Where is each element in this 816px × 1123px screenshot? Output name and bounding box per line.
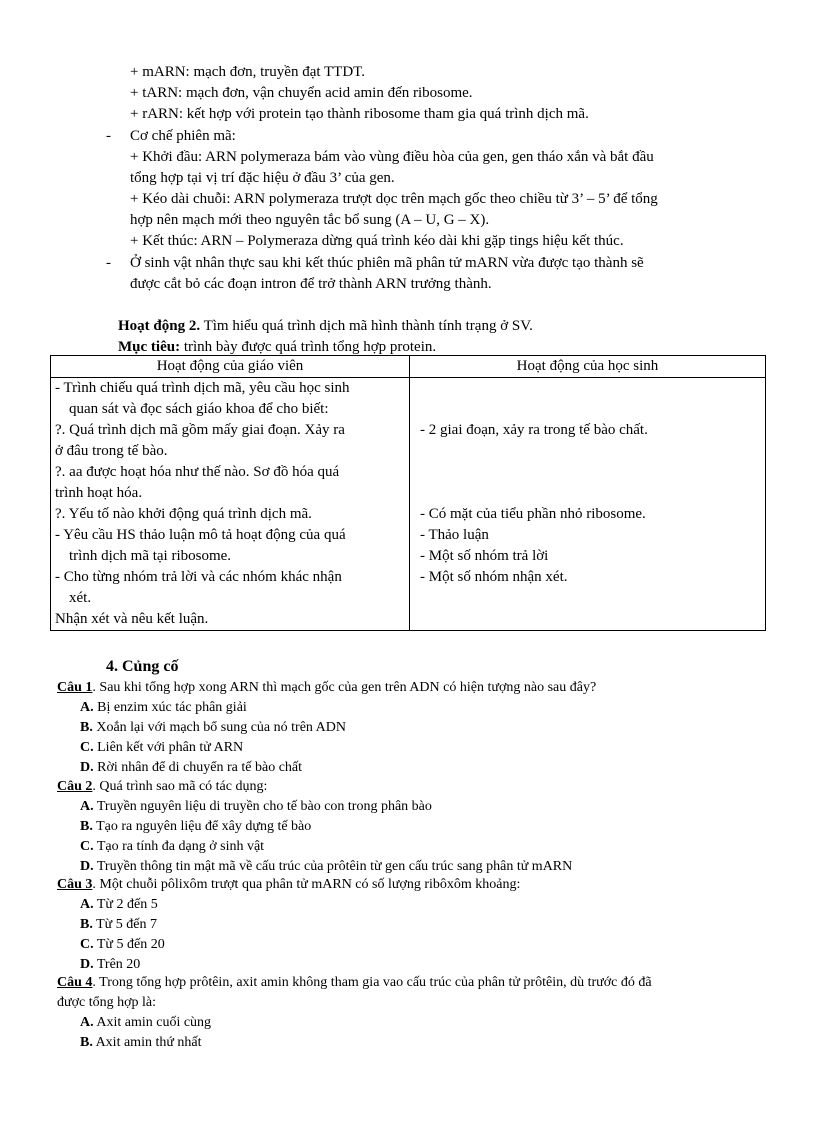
- teacher-line: ?. Quá trình dịch mã gồm mấy giai đoạn. Xảy ra: [55, 422, 345, 438]
- option-letter: B.: [80, 720, 93, 735]
- option-letter: B.: [80, 1035, 93, 1050]
- option-text: Truyền thông tin mật mã về cấu trúc của prôtêin từ gen cấu trúc sang phân tử mARN: [93, 859, 573, 874]
- dash-bullet: -: [106, 128, 111, 144]
- option-text: Truyền nguyên liệu di truyền cho tế bào con trong phân bào: [93, 799, 432, 814]
- option-text: Bị enzim xúc tác phân giải: [93, 700, 247, 715]
- question-4-continued: được tổng hợp là:: [57, 995, 156, 1010]
- student-line: [420, 399, 761, 420]
- question-text: . Quá trình sao mã có tác dụng:: [92, 779, 268, 794]
- teacher-line: ?. aa được hoạt hóa như thế nào. Sơ đồ hóa quá: [55, 464, 340, 480]
- trna-item: + tARN: mạch đơn, vận chuyển acid amin đến ribosome.: [130, 85, 473, 101]
- option-text: Từ 5 đến 20: [93, 937, 165, 952]
- question-text: . Một chuỗi pôlixôm trượt qua phân tử mARN có số lượng ribôxôm khoảng:: [92, 877, 521, 892]
- option-b: [80, 718, 346, 738]
- option-text: Tạo ra tính đa dạng ở sinh vật: [93, 839, 265, 854]
- question-label: Câu 3: [57, 877, 93, 892]
- question-1: [57, 678, 596, 698]
- teacher-line: - Yêu cầu HS thảo luận mô tả hoạt động của quá: [55, 527, 346, 543]
- mrna-item: + mARN: mạch đơn, truyền đạt TTDT.: [130, 64, 365, 80]
- activity-goal-bold: Mục tiêu:: [118, 339, 181, 355]
- option-d: [80, 857, 572, 877]
- option-text: Liên kết với phân tử ARN: [93, 740, 244, 755]
- question-text: . Trong tổng hợp prôtêin, axit amin không tham gia vao cấu trúc của phân tử prôtêin, dù trước đó đã: [92, 975, 652, 990]
- teacher-line: Nhận xét và nêu kết luận.: [55, 611, 209, 627]
- option-letter: B.: [80, 819, 93, 834]
- student-line: [420, 378, 761, 399]
- option-letter: B.: [80, 917, 93, 932]
- activity-title-bold: Hoạt động 2.: [118, 318, 201, 334]
- question-3: [57, 875, 520, 895]
- mechanism-line: tổng hợp tại vị trí đặc hiệu ở đầu 3’ của gen.: [130, 170, 395, 186]
- option-c: [80, 837, 264, 857]
- option-a: [80, 698, 247, 718]
- option-text: Tạo ra nguyên liệu để xây dựng tế bào: [92, 819, 312, 834]
- option-a: [80, 895, 158, 915]
- activity-table: [50, 355, 766, 631]
- option-letter: A.: [80, 897, 94, 912]
- table-row: [51, 378, 766, 631]
- rrna-item: + rARN: kết hợp với protein tạo thành ribosome tham gia quá trình dịch mã.: [130, 106, 589, 122]
- student-line: [420, 483, 761, 504]
- teacher-line: ở đâu trong tế bào.: [55, 443, 168, 459]
- option-text: Axit amin cuối cùng: [93, 1015, 212, 1030]
- option-letter: A.: [80, 1015, 94, 1030]
- option-text: Xoắn lại với mạch bổ sung của nó trên ADN: [92, 720, 346, 735]
- student-line: - Một số nhóm trả lời: [420, 548, 549, 564]
- option-text: Từ 2 đến 5: [93, 897, 158, 912]
- student-line: [420, 441, 761, 462]
- mechanism-line: + Kéo dài chuỗi: ARN polymeraza trượt dọc trên mạch gốc theo chiều từ 3’ – 5’ để tổng: [130, 191, 658, 207]
- option-b: [80, 1033, 202, 1053]
- student-line: - Thảo luận: [420, 527, 489, 543]
- option-text: Từ 5 đến 7: [92, 917, 157, 932]
- eukaryote-line: Ở sinh vật nhân thực sau khi kết thúc phiên mã phân tử mARN vừa được tạo thành sẽ: [130, 255, 644, 271]
- teacher-activity-cell: [51, 378, 410, 631]
- student-activity-cell: [410, 378, 766, 631]
- activity-goal-text: trình bày được quá trình tổng hợp protein.: [180, 339, 437, 355]
- teacher-line: quan sát và đọc sách giáo khoa để cho biết:: [69, 401, 329, 417]
- mechanism-line: hợp nên mạch mới theo nguyên tắc bổ sung (A – U, G – X).: [130, 212, 490, 228]
- question-2: [57, 777, 267, 797]
- option-letter: A.: [80, 700, 94, 715]
- option-letter: A.: [80, 799, 94, 814]
- option-letter: D.: [80, 957, 94, 972]
- option-letter: C.: [80, 839, 94, 854]
- option-b: [80, 915, 157, 935]
- option-d: [80, 955, 140, 975]
- teacher-line: trình dịch mã tại ribosome.: [69, 548, 232, 564]
- question-4: [57, 973, 652, 993]
- option-a: [80, 797, 432, 817]
- question-label: Câu 1: [57, 680, 93, 695]
- teacher-column-header: Hoạt động của giáo viên: [51, 356, 410, 378]
- question-label: Câu 2: [57, 779, 93, 794]
- option-c: [80, 935, 165, 955]
- option-letter: C.: [80, 937, 94, 952]
- student-line: [420, 462, 761, 483]
- section-heading: 4. Củng cố: [106, 658, 179, 675]
- option-letter: D.: [80, 859, 94, 874]
- option-letter: D.: [80, 760, 94, 775]
- mechanism-line: + Khởi đầu: ARN polymeraza bám vào vùng điều hòa của gen, gen tháo xắn và bắt đầu: [130, 149, 654, 165]
- option-b: [80, 817, 311, 837]
- teacher-line: trình hoạt hóa.: [55, 485, 143, 501]
- option-d: [80, 758, 302, 778]
- activity-title-text: Tìm hiểu quá trình dịch mã hình thành tính trạng ở SV.: [200, 318, 533, 334]
- activity-goal: [118, 337, 436, 357]
- option-text: Axit amin thứ nhất: [92, 1035, 202, 1050]
- option-c: [80, 738, 243, 758]
- student-line: - Một số nhóm nhận xét.: [420, 569, 568, 585]
- eukaryote-line: được cắt bỏ các đoạn intron để trở thành ARN trưởng thành.: [130, 276, 492, 292]
- option-a: [80, 1013, 211, 1033]
- teacher-line: ?. Yếu tố nào khởi động quá trình dịch mã.: [55, 506, 312, 522]
- mechanism-title: Cơ chế phiên mã:: [130, 128, 236, 144]
- option-letter: C.: [80, 740, 94, 755]
- teacher-line: xét.: [69, 590, 92, 606]
- student-line: - Có mặt của tiểu phần nhỏ ribosome.: [420, 506, 646, 522]
- teacher-line: - Cho từng nhóm trả lời và các nhóm khác nhận: [55, 569, 342, 585]
- mechanism-line: + Kết thúc: ARN – Polymeraza dừng quá trình kéo dài khi gặp tings hiệu kết thúc.: [130, 233, 624, 249]
- table-header-row: [51, 356, 766, 378]
- option-text: Trên 20: [93, 957, 141, 972]
- student-line: - 2 giai đoạn, xảy ra trong tế bào chất.: [420, 422, 648, 438]
- student-column-header: Hoạt động của học sinh: [410, 356, 766, 378]
- question-text: . Sau khi tổng hợp xong ARN thì mạch gốc của gen trên ADN có hiện tượng nào sau đây?: [92, 680, 597, 695]
- dash-bullet: -: [106, 255, 111, 271]
- teacher-line: - Trình chiếu quá trình dịch mã, yêu cầu học sinh: [55, 380, 350, 396]
- activity-title: [118, 316, 533, 336]
- option-text: Rời nhân để di chuyển ra tế bào chất: [93, 760, 303, 775]
- question-label: Câu 4: [57, 975, 93, 990]
